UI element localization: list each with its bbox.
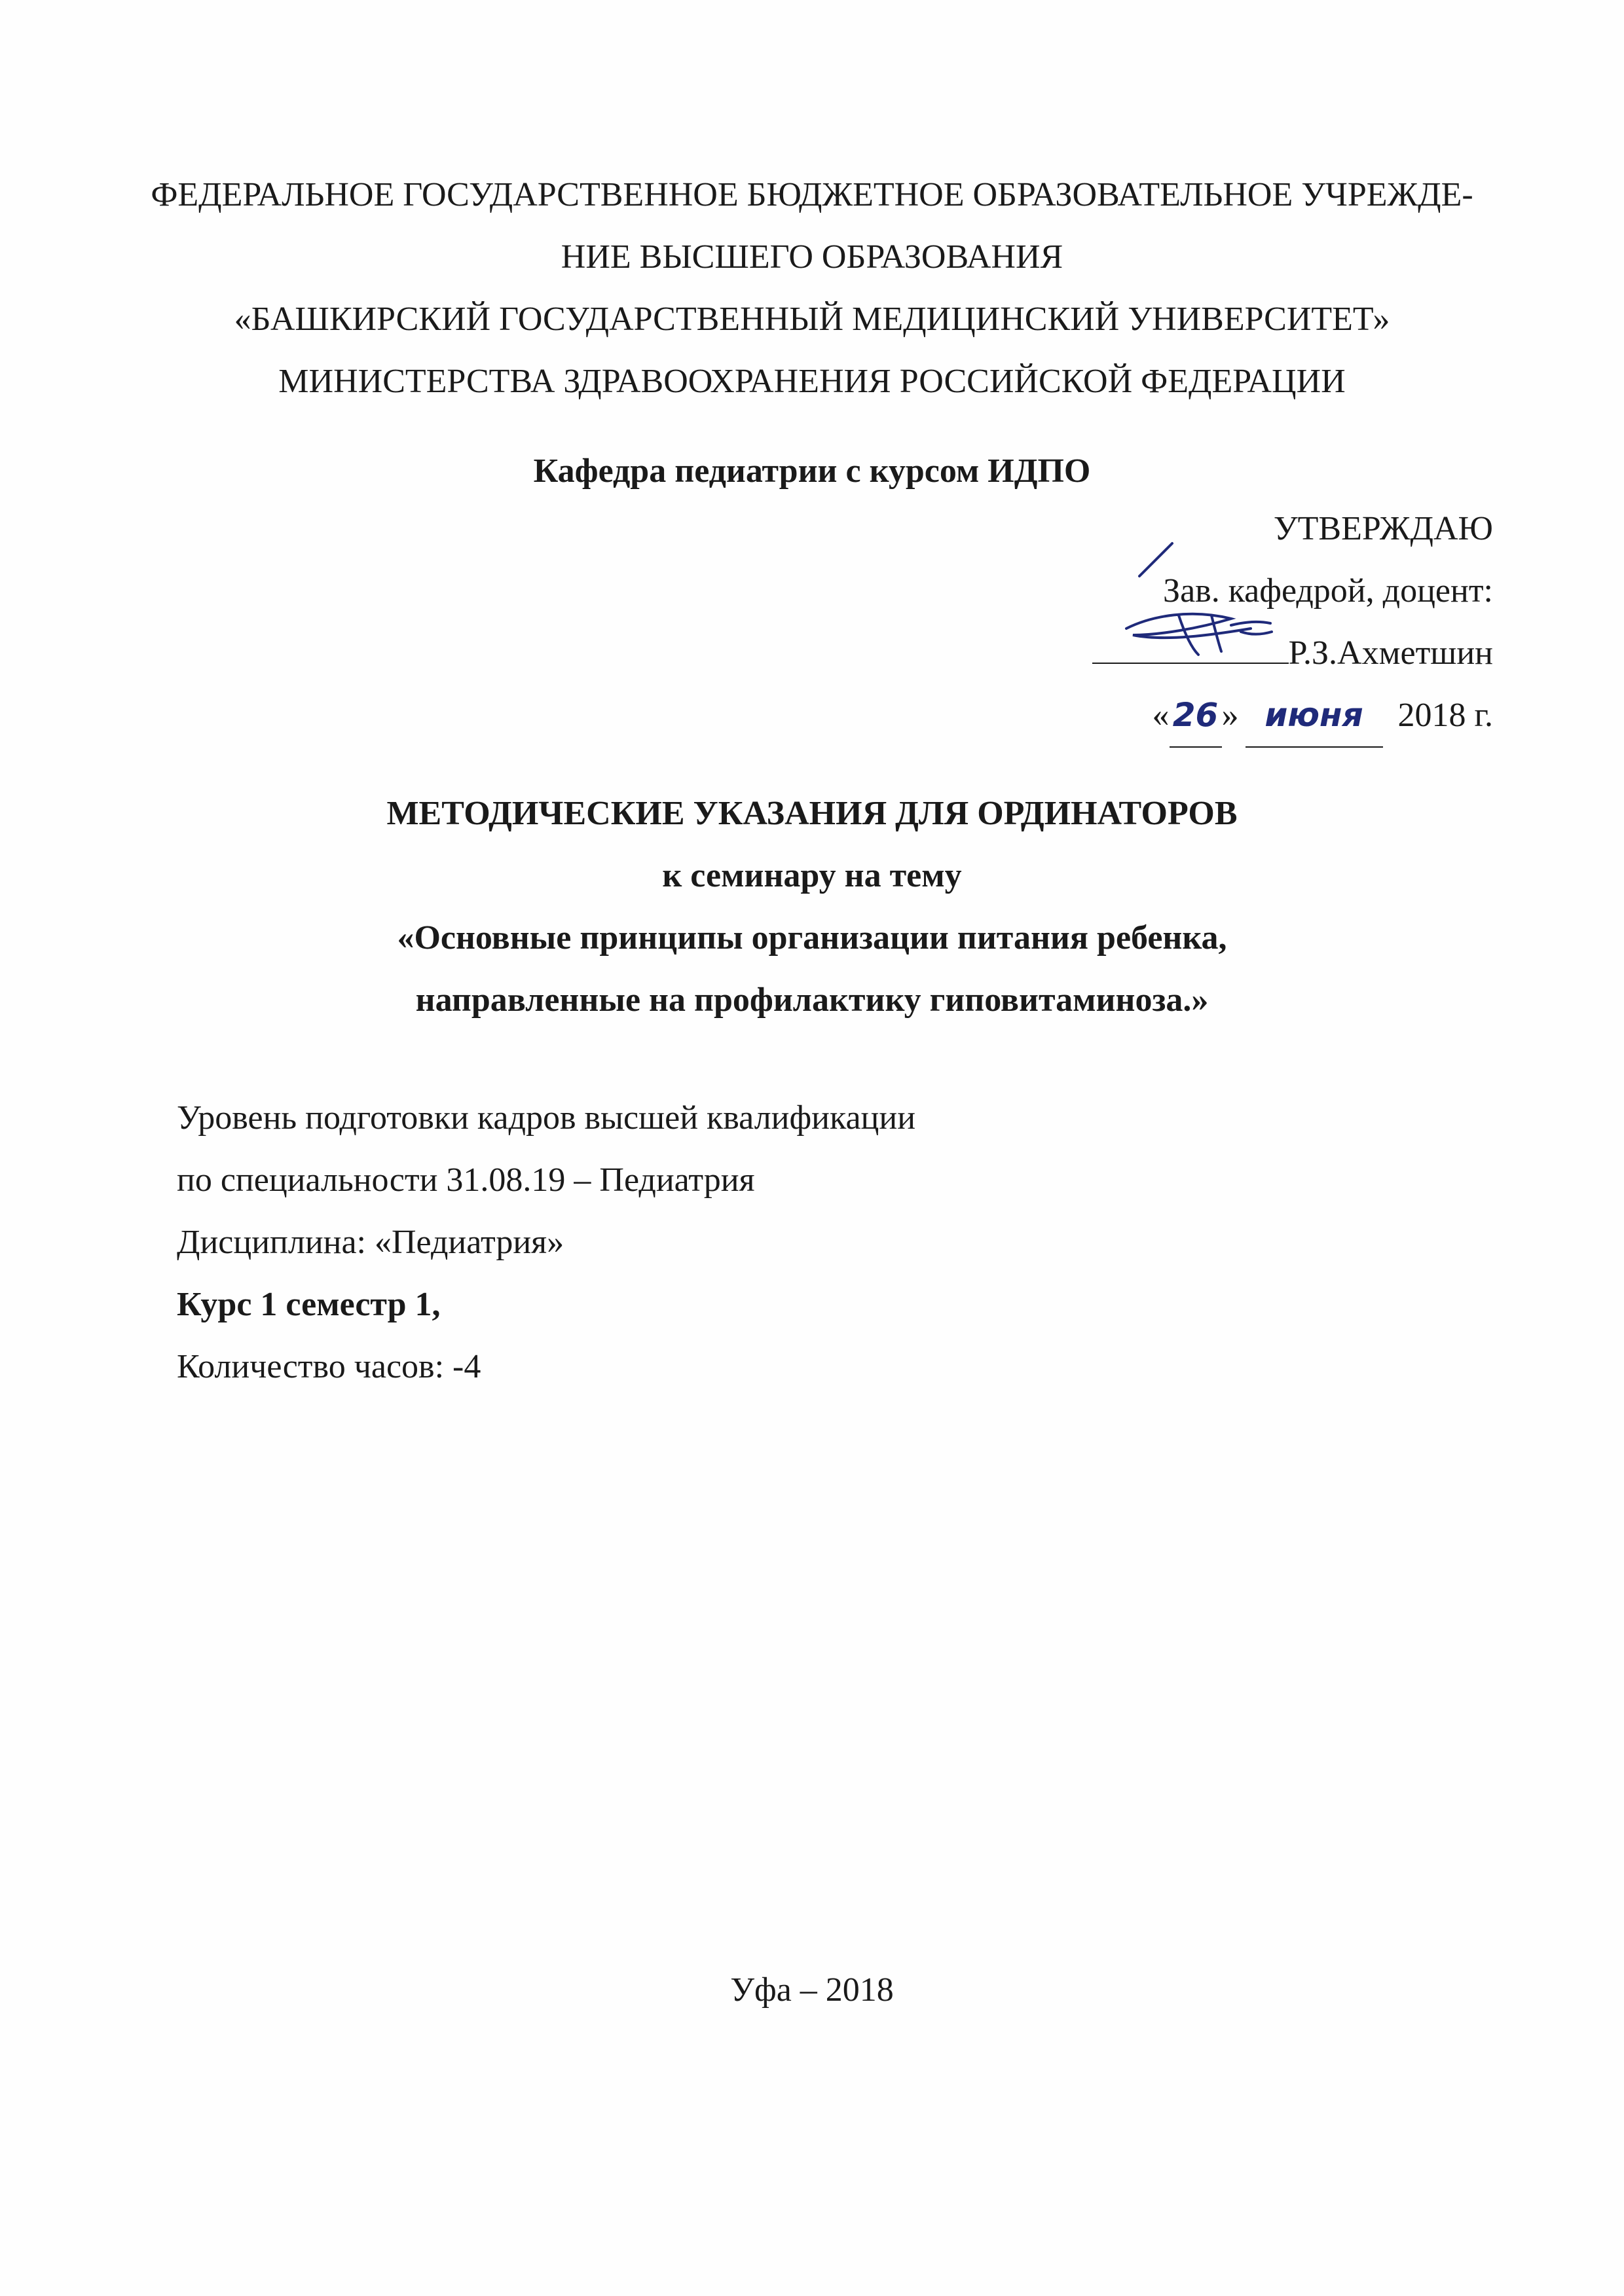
title-line-4: направленные на профилактику гиповитаминоза.»	[415, 981, 1209, 1019]
date-day: 26	[1170, 684, 1222, 748]
date-open-quote: «	[1152, 697, 1170, 734]
header-line-4: МИНИСТЕРСТВА ЗДРАВООХРАНЕНИЯ РОССИЙСКОЙ ФЕДЕРАЦИИ	[278, 363, 1346, 400]
header-line-3: «БАШКИРСКИЙ ГОСУДАРСТВЕННЫЙ МЕДИЦИНСКИЙ УНИВЕРСИТЕТ»	[234, 301, 1390, 338]
document-title	[105, 782, 1519, 1031]
header-line-1: ФЕДЕРАЛЬНОЕ ГОСУДАРСТВЕННОЕ БЮДЖЕТНОЕ ОБРАЗОВАТЕЛЬНОЕ УЧРЕЖДЕ-	[151, 176, 1473, 213]
approver-position: Зав. кафедрой, доцент:	[1163, 572, 1493, 610]
title-line-2: к семинару на тему	[662, 857, 962, 894]
signature-line	[1092, 630, 1289, 664]
title-line-1: МЕТОДИЧЕСКИЕ УКАЗАНИЯ ДЛЯ ОРДИНАТОРОВ	[386, 795, 1238, 832]
training-level: Уровень подготовки кадров высшей квалификации	[177, 1099, 916, 1137]
institution-header	[105, 164, 1519, 412]
specialty: по специальности 31.08.19 – Педиатрия	[177, 1161, 755, 1199]
approval-date	[904, 684, 1493, 748]
department-name: Кафедра педиатрии с курсом ИДПО	[533, 452, 1091, 490]
city-year: Уфа – 2018	[730, 1971, 894, 2009]
discipline: Дисциплина: «Педиатрия»	[177, 1224, 564, 1261]
header-line-2: НИЕ ВЫСШЕГО ОБРАЗОВАНИЯ	[561, 238, 1063, 276]
approval-block	[904, 498, 1493, 748]
date-month: июня	[1246, 684, 1383, 748]
date-close-quote: »	[1221, 697, 1239, 734]
signature-row	[904, 622, 1493, 684]
course-semester: Курс 1 семестр 1,	[177, 1286, 441, 1323]
approve-word: УТВЕРЖДАЮ	[1273, 510, 1493, 547]
hours-count: Количество часов: -4	[177, 1348, 481, 1385]
date-year: 2018 г.	[1397, 697, 1493, 734]
title-line-3: «Основные принципы организации питания ребенка,	[397, 919, 1227, 957]
signer-name: Р.З.Ахметшин	[1288, 634, 1493, 672]
course-info	[177, 1087, 915, 1398]
